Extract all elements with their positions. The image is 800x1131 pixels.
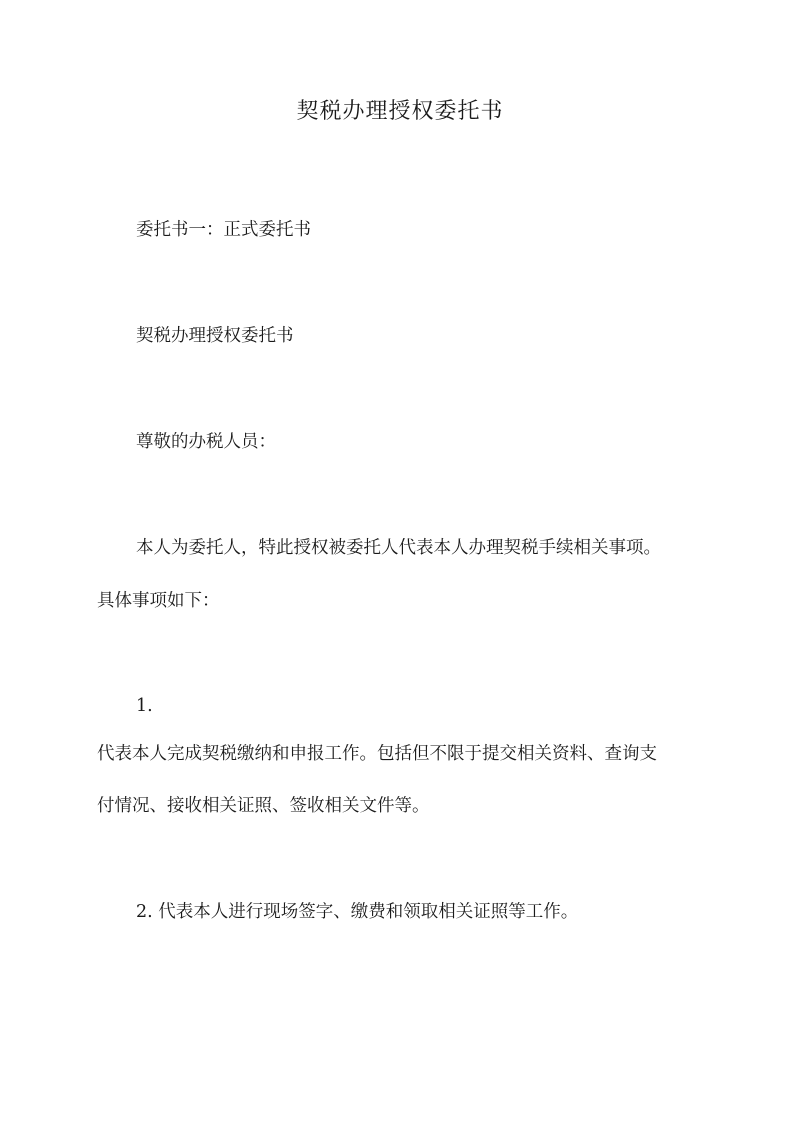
salutation: 尊敬的办税人员：	[136, 432, 276, 452]
intro-paragraph-line-2: 具体事项如下：	[97, 591, 220, 611]
item-1-text-line-1: 代表本人完成契税缴纳和申报工作。包括但不限于提交相关资料、查询支	[97, 744, 657, 764]
item-2-text: 2. 代表本人进行现场签字、缴费和领取相关证照等工作。	[136, 902, 579, 922]
intro-paragraph-line-1: 本人为委托人，特此授权被委托人代表本人办理契税手续相关事项。	[136, 538, 661, 558]
document-title: 契税办理授权委托书	[296, 99, 504, 124]
item-1-number: 1.	[136, 696, 153, 716]
section-heading: 委托书一：正式委托书	[136, 220, 311, 240]
item-1-text-line-2: 付情况、接收相关证照、签收相关文件等。	[97, 796, 430, 816]
document-subtitle: 契税办理授权委托书	[136, 326, 294, 346]
